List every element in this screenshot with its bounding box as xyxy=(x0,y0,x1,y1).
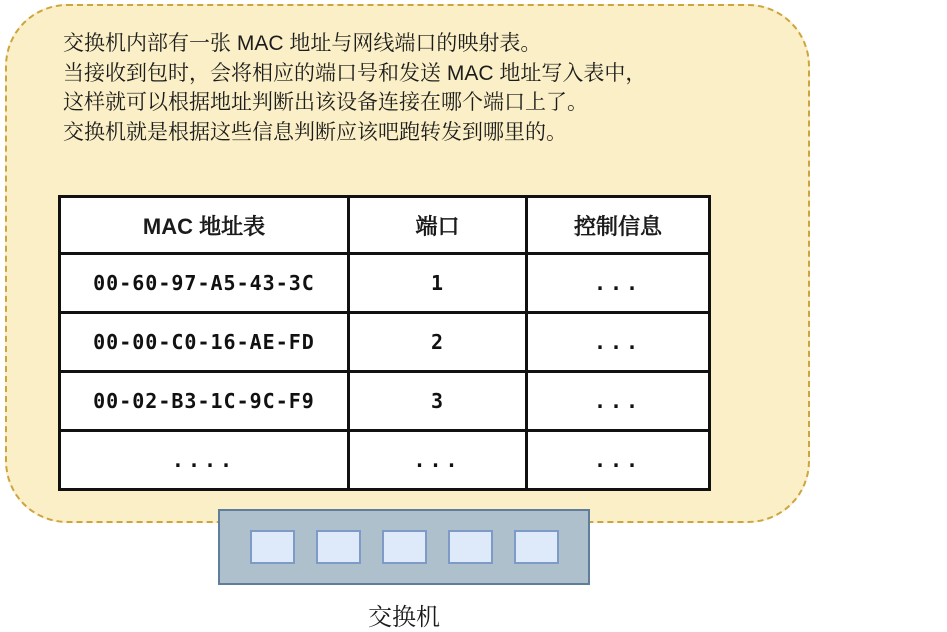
header-mac-address: MAC 地址表 xyxy=(60,197,349,254)
note-line: 当接收到包时，会将相应的端口号和发送 MAC 地址写入表中， xyxy=(63,61,647,85)
note-line: 交换机内部有一张 MAC 地址与网线端口的映射表。 xyxy=(63,32,542,55)
note-line: 交换机就是根据这些信息判断应该吧跑转发到哪里的。 xyxy=(63,120,567,144)
cell-mac: 00-60-97-A5-43-3C xyxy=(60,254,349,313)
switch-label: 交换机 xyxy=(368,604,440,631)
switch-port xyxy=(316,530,361,564)
note-line: 这样就可以根据地址判断出该设备连接在哪个端口上了。 xyxy=(63,91,588,114)
header-control-info: 控制信息 xyxy=(527,197,710,254)
switch-port xyxy=(382,530,427,564)
header-port: 端口 xyxy=(349,197,527,254)
table-row xyxy=(60,431,710,490)
switch-illustration xyxy=(218,509,590,585)
switch-port xyxy=(514,530,559,564)
switch-port xyxy=(448,530,493,564)
cell-control: ... xyxy=(527,254,710,313)
table-header-row xyxy=(60,197,710,254)
cell-port: 2 xyxy=(349,313,527,372)
table-row xyxy=(60,313,710,372)
cell-mac: 00-00-C0-16-AE-FD xyxy=(60,313,349,372)
cell-mac: 00-02-B3-1C-9C-F9 xyxy=(60,372,349,431)
table-row xyxy=(60,254,710,313)
switch-port xyxy=(250,530,295,564)
cell-port: 3 xyxy=(349,372,527,431)
cell-mac: .... xyxy=(60,431,349,490)
cell-control: ... xyxy=(527,372,710,431)
table-row xyxy=(60,372,710,431)
mac-address-table xyxy=(58,195,711,491)
cell-control: ... xyxy=(527,313,710,372)
note-text xyxy=(63,29,773,147)
cell-port: 1 xyxy=(349,254,527,313)
cell-control: ... xyxy=(527,431,710,490)
cell-port: ... xyxy=(349,431,527,490)
